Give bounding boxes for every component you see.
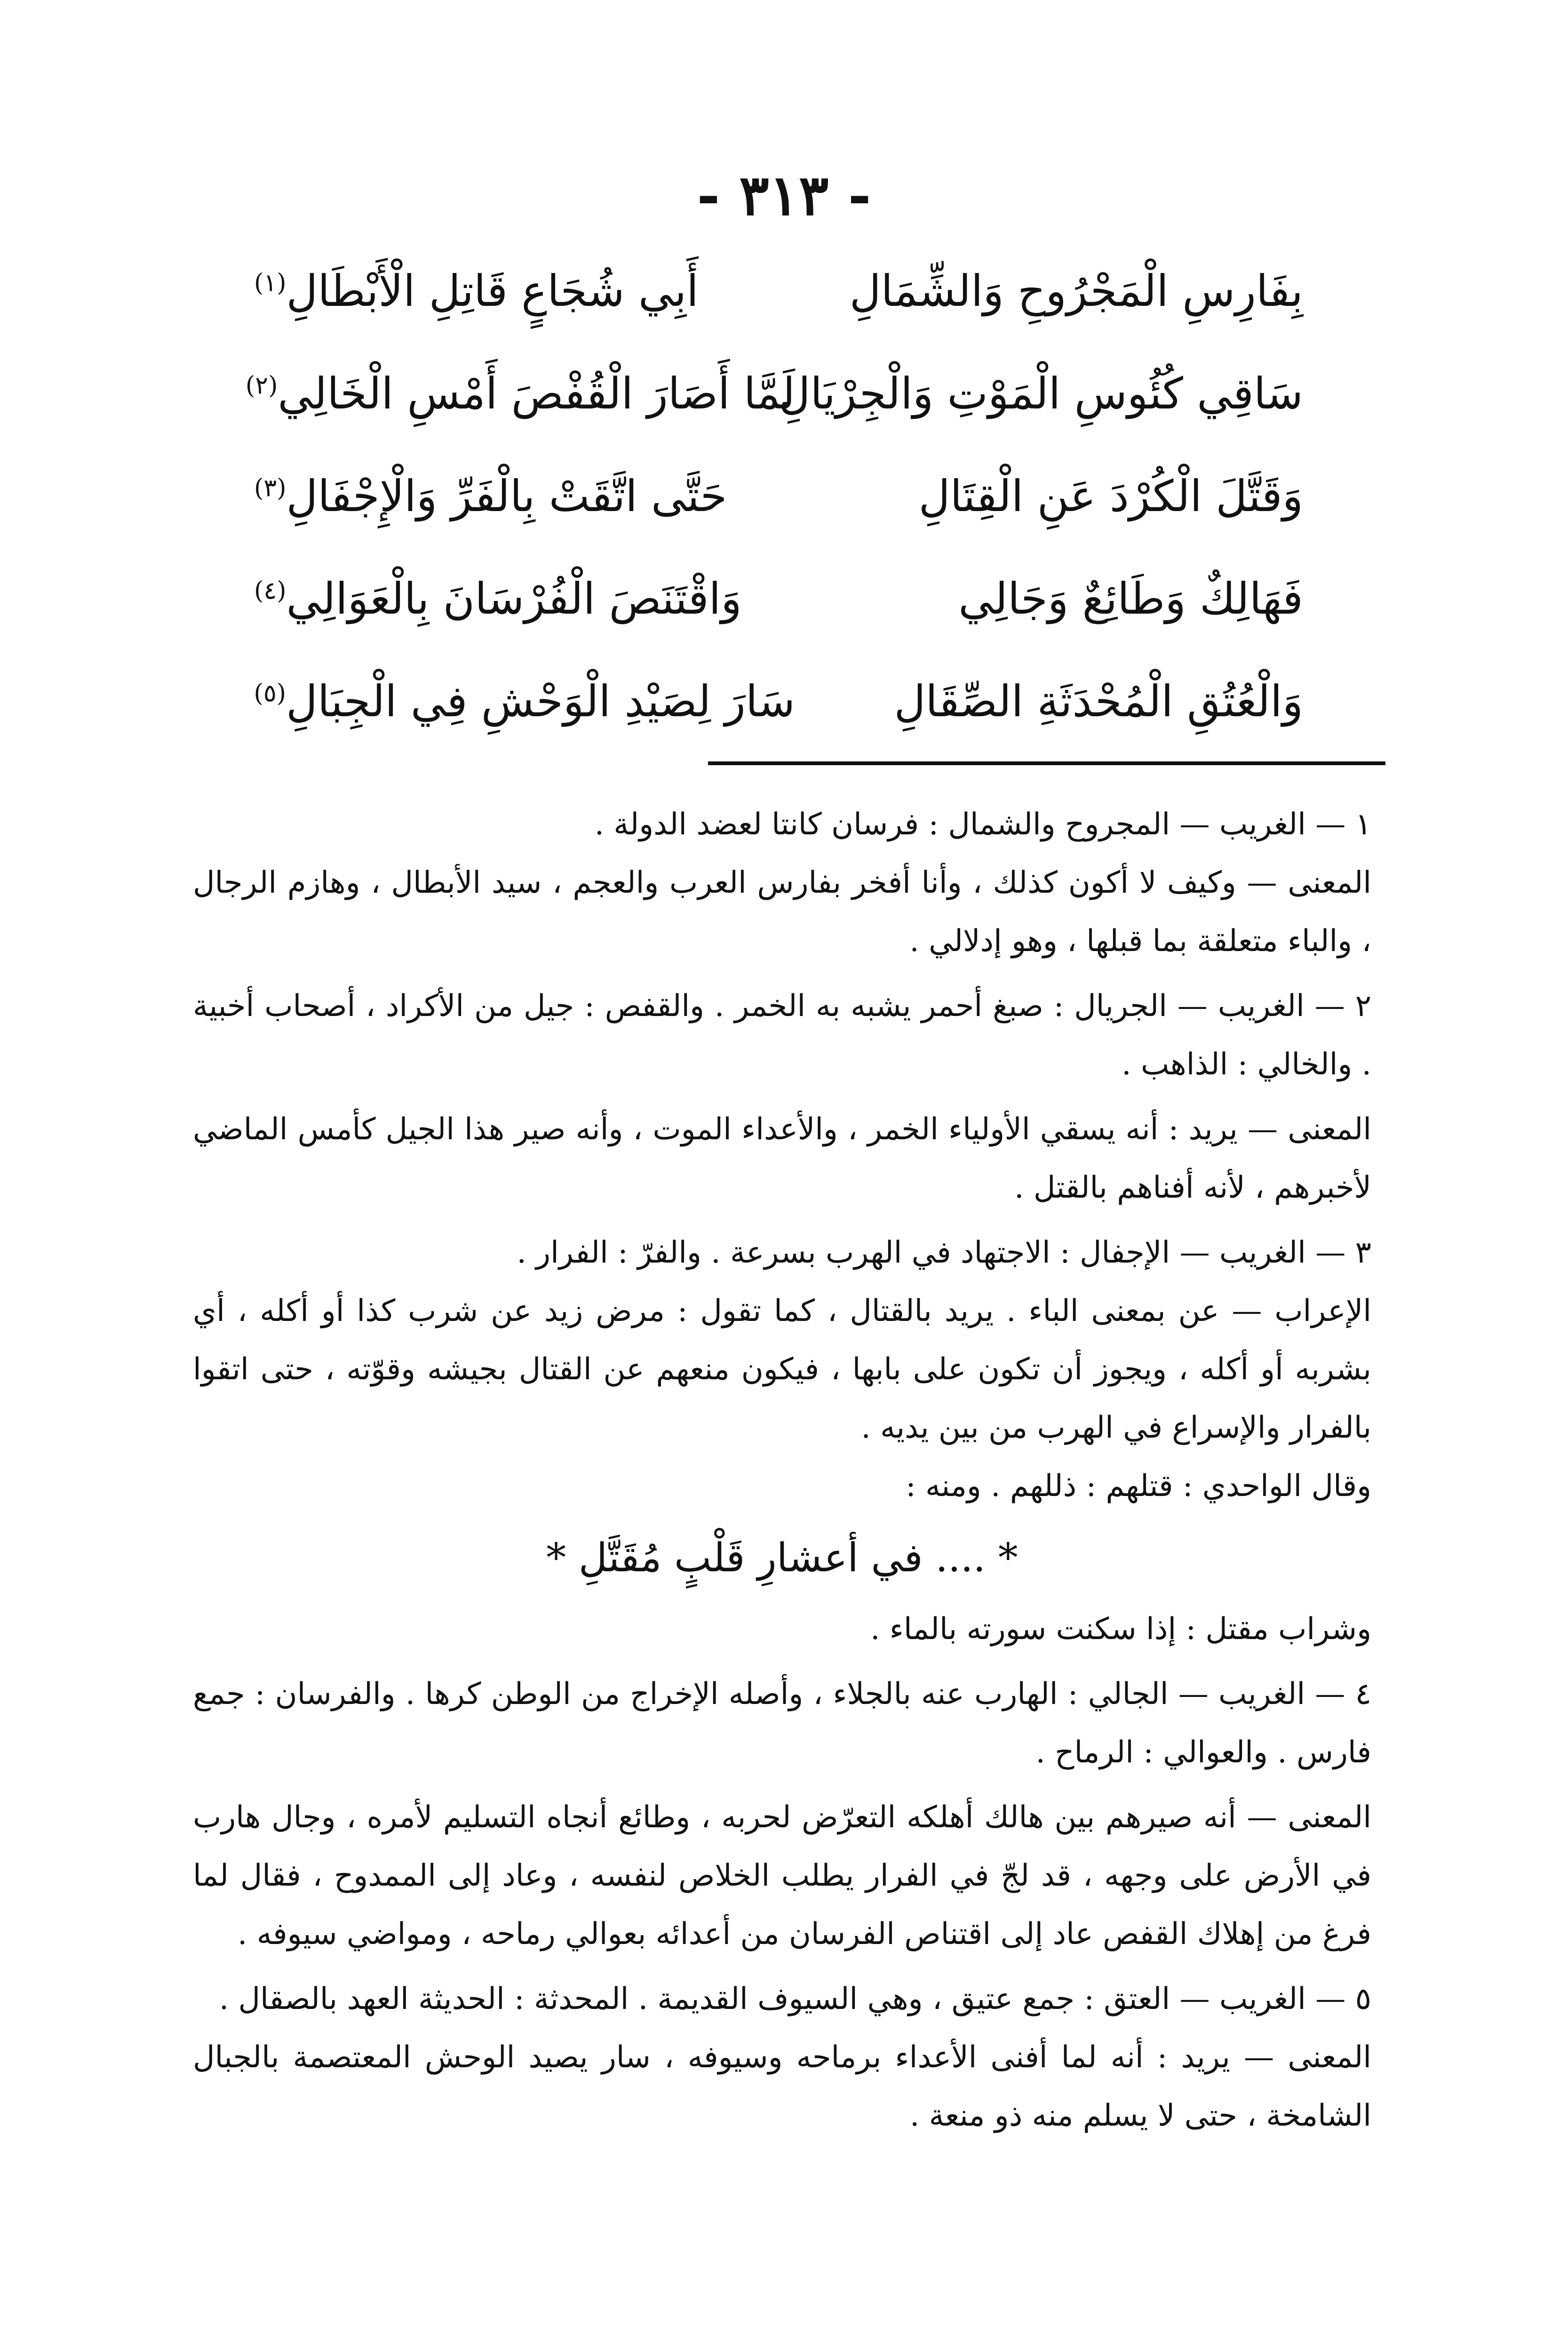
- verse-line: [254, 240, 1303, 343]
- second-hemistich: [254, 471, 795, 521]
- footnote-divider: [708, 761, 1385, 765]
- note-4-gharib: ٤ — الغريب — الجالي : الهارب عنه بالجلاء ، وأصله الإخراج من الوطن كرها . والفرسان : جمع فارس . والعوالي : الرماح .: [193, 1677, 1371, 1770]
- poem: [245, 240, 1303, 753]
- verse-line: [254, 548, 1303, 650]
- note-2-gharib: ٢ — الغريب — الجريال : صبغ أحمر يشبه به الخمر . والقفص : جيل من الأكراد ، أصحاب أخبية . والخالي : الذاهب .: [193, 989, 1371, 1082]
- footnotes: [193, 795, 1371, 2145]
- verse-line: [245, 343, 1303, 445]
- hemistich-text: وَاقْتَنَصَ الْفُرْسَانَ بِالْعَوَالِي: [286, 574, 742, 624]
- first-hemistich: وَقَتَّلَ الْكُرْدَ عَنِ الْقِتَالِ: [918, 471, 1303, 521]
- second-hemistich: [254, 266, 795, 316]
- second-hemistich: [254, 574, 795, 624]
- note-3-sharab: وشراب مقتل : إذا سكنت سورته بالماء .: [870, 1612, 1371, 1647]
- second-hemistich: [254, 676, 795, 727]
- hemistich-text: حَتَّى اتَّقَتْ بِالْفَرِّ وَالْإِجْفَالِ: [286, 471, 727, 521]
- hemistich-text: سَارَ لِصَيْدِ الْوَحْشِ فِي الْجِبَالِ: [286, 676, 795, 727]
- footnote-marker: (٤): [254, 576, 287, 605]
- footnote-marker: (٣): [254, 474, 287, 503]
- note-3-irab: الإعراب — عن بمعنى الباء . يريد بالقتال ، كما تقول : مرض زيد عن شرب كذا أو أكله ، أي بشربه أو أكله ، ويجوز أن تكون على بابها ، فيكون منعهم عن القتال بجيشه وقوّته ، حتى اتقوا بالفرار والإسراع في الهرب من بين يديه .: [193, 1294, 1371, 1445]
- note-4-maana: المعنى — أنه صيرهم بين هالك أهلكه التعرّض لحربه ، وطائع أنجاه التسليم لأمره ، وجال هارب في الأرض على وجهه ، قد لجّ في الفرار يطلب الخلاص لنفسه ، وعاد إلى الممدوح ، فقال لما فرغ من إهلاك القفص عاد إلى اقتناص الفرسان من أعدائه بعوالي رماحه ، ومواضي سيوفه .: [193, 1800, 1371, 1952]
- first-hemistich: وَالْعُتُقِ الْمُحْدَثَةِ الصِّقَالِ: [894, 676, 1303, 727]
- footnote-marker: (١): [254, 269, 287, 297]
- quoted-verse: * .... في أعشارِ قَلْبٍ مُقَتَّلِ *: [546, 1535, 1018, 1581]
- note-3-wahidi: وقال الواحدي : قتلهم : ذللهم . ومنه :: [906, 1469, 1371, 1504]
- note-1-gharib: ١ — الغريب — المجروح والشمال : فرسان كانتا لعضد الدولة .: [594, 807, 1371, 842]
- footnote-marker: (٢): [245, 371, 278, 400]
- note-3-gharib: ٣ — الغريب — الإجفال : الاجتهاد في الهرب بسرعة . والفرّ : الفرار .: [517, 1235, 1371, 1270]
- page-number: - ٣١٣ -: [697, 162, 871, 228]
- hemistich-text: لَمَّا أَصَارَ الْقُفْصَ أَمْسِ الْخَالِي: [278, 368, 795, 419]
- second-hemistich: [245, 368, 795, 419]
- first-hemistich: سَاقِي كُئُوسِ الْمَوْتِ وَالْجِرْيَالِ: [779, 368, 1303, 419]
- footnote-marker: (٥): [254, 679, 287, 708]
- note-2-maana: المعنى — يريد : أنه يسقي الأولياء الخمر ، والأعداء الموت ، وأنه صير هذا الجيل كأمس الماضي لأخبرهم ، لأنه أفناهم بالقتل .: [193, 1112, 1371, 1205]
- verse-line: [254, 445, 1303, 548]
- first-hemistich: فَهَالِكٌ وَطَائِعٌ وَجَالِي: [958, 574, 1303, 624]
- note-5-maana: المعنى — يريد : أنه لما أفنى الأعداء برماحه وسيوفه ، سار يصيد الوحش المعتصمة بالجبال الشامخة ، حتى لا يسلم منه ذو منعة .: [193, 2040, 1371, 2133]
- verse-line: [254, 650, 1303, 753]
- note-5-gharib: ٥ — الغريب — العتق : جمع عتيق ، وهي السيوف القديمة . المحدثة : الحديثة العهد بالصقال .: [219, 1982, 1371, 2016]
- first-hemistich: بِفَارِسِ الْمَجْرُوحِ وَالشِّمَالِ: [849, 266, 1303, 316]
- note-1-maana: المعنى — وكيف لا أكون كذلك ، وأنا أفخر بفارس العرب والعجم ، سيد الأبطال ، وهازم الرجال ، والباء متعلقة بما قبلها ، وهو إدلالي .: [193, 865, 1371, 959]
- hemistich-text: أَبِي شُجَاعٍ قَاتِلِ الْأَبْطَالِ: [286, 266, 699, 316]
